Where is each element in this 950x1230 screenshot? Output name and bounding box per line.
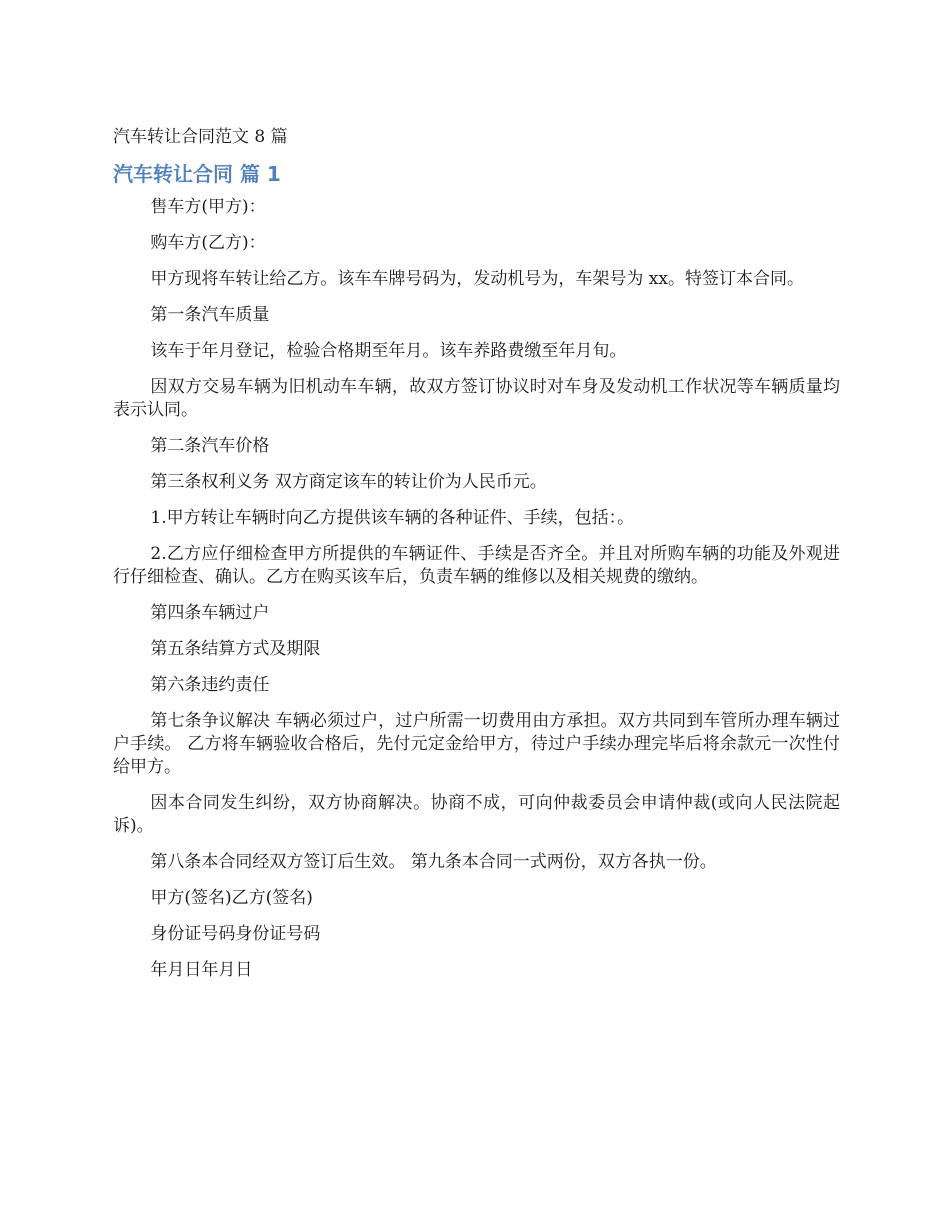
document-title: 汽车转让合同范文 8 篇 [113,127,288,147]
paragraph-registration: 该车于年月登记，检验合格期至年月。该车养路费缴至年月旬。 [150,341,627,361]
clause-heading-6: 第六条违约责任 [150,675,270,695]
clause-heading-7: 第七条争议解决 车辆必须过户，过户所需一切费用由方承担。双方共同到车管所办理车辆过户手续。 乙方将车辆验收合格后，先付元定金给甲方，待过户手续办理完毕后将余款元一次性付给甲方。 [113,711,840,777]
paragraph-item-1: 1.甲方转让车辆时向乙方提供该车辆的各种证件、手续，包括：。 [150,508,635,528]
id-number-line: 身份证号码身份证号码 [150,924,321,944]
paragraph-quality: 因双方交易车辆为旧机动车车辆，故双方签订协议时对车身及发动机工作状况等车辆质量均表示认同。 [113,377,840,420]
paragraph-buyer: 购车方(乙方)： [150,233,266,253]
paragraph-item-2: 2.乙方应仔细检查甲方所提供的车辆证件、手续是否齐全。并且对所购车辆的功能及外观进行仔细检查、确认。乙方在购买该车后，负责车辆的维修以及相关规费的缴纳。 [113,544,840,587]
document-page [113,124,840,995]
clause-heading-8-9: 第八条本合同经双方签订后生效。 第九条本合同一式两份，双方各执一份。 [150,852,717,872]
signature-line: 甲方(签名)乙方(签名) [150,888,313,908]
section-heading: 汽车转让合同 篇 1 [113,162,281,186]
clause-heading-5: 第五条结算方式及期限 [150,639,321,659]
clause-heading-1: 第一条汽车质量 [150,305,270,325]
clause-heading-4: 第四条车辆过户 [150,603,270,623]
date-line: 年月日年月日 [150,960,253,980]
clause-heading-3: 第三条权利义务 双方商定该车的转让价为人民币元。 [150,472,547,492]
paragraph-intro: 甲方现将车转让给乙方。该车车牌号码为，发动机号为，车架号为 xx。特签订本合同。 [150,269,804,289]
clause-heading-2: 第二条汽车价格 [150,436,270,456]
paragraph-seller: 售车方(甲方)： [150,197,266,217]
paragraph-dispute: 因本合同发生纠纷，双方协商解决。协商不成，可向仲裁委员会申请仲裁(或向人民法院起诉)。 [113,793,840,836]
